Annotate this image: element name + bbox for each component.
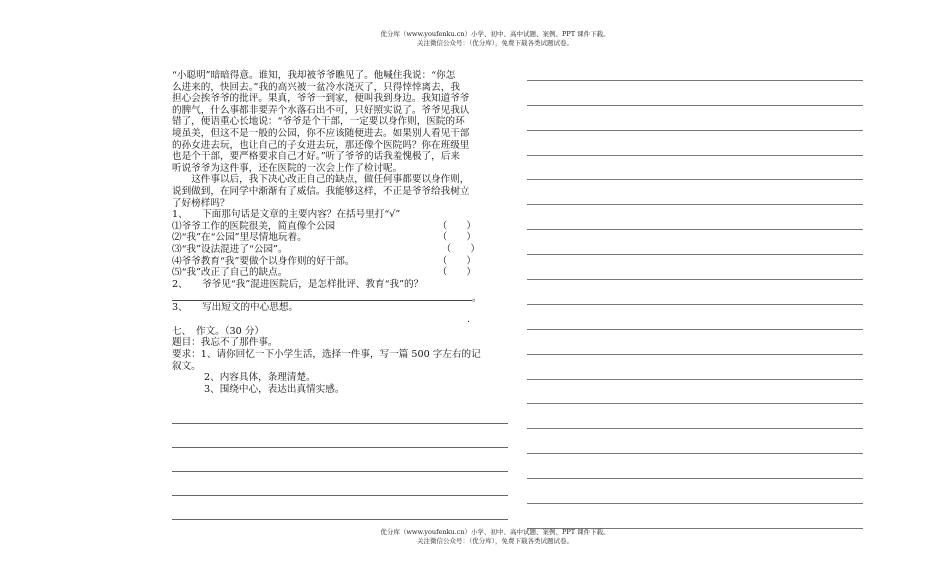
writing-line[interactable] — [527, 305, 863, 330]
option-text: ⑶“我”设法混进了“公园”。 — [172, 243, 288, 255]
writing-line[interactable] — [527, 380, 863, 405]
option-text: ⑸“我”改正了自己的缺点。 — [172, 267, 288, 279]
question-1-option — [172, 221, 512, 233]
question-1-option — [172, 232, 512, 244]
answer-parenthesis[interactable]: （ ） — [437, 232, 476, 244]
writing-line[interactable] — [172, 472, 508, 496]
composition-heading: 七、 作文。（30 分） — [172, 325, 265, 337]
writing-line[interactable] — [527, 330, 863, 355]
answer-parenthesis[interactable]: （ ） — [437, 220, 476, 232]
writing-line[interactable] — [172, 496, 508, 520]
right-writing-area — [527, 56, 863, 529]
left-column — [172, 70, 512, 395]
passage-line: “小聪明”暗暗得意。谁知，我却被爷爷瞧见了。他喊住我说：“你怎 — [172, 70, 456, 81]
question-1-option — [172, 267, 512, 279]
answer-dot: . — [466, 313, 470, 325]
writing-line[interactable] — [527, 230, 863, 255]
option-text: ⑴爷爷工作的医院很美，简直像个公园 — [172, 220, 336, 232]
writing-line[interactable] — [527, 404, 863, 429]
composition-topic: 题目：我忘不了那件事。 — [172, 337, 278, 349]
writing-line[interactable] — [172, 424, 508, 448]
writing-line[interactable] — [527, 180, 863, 205]
passage-line: 么进来的，快回去。”我的高兴被一盆冷水浇灭了，只得悻悻离去，我 — [172, 81, 460, 93]
writing-line[interactable] — [527, 156, 863, 181]
passage-line: 的脾气，什么事都非要弄个水落石出不可，只好照实说了。爷爷见我认 — [172, 104, 470, 116]
writing-line[interactable] — [527, 81, 863, 106]
writing-line[interactable] — [527, 56, 863, 81]
writing-line[interactable] — [527, 106, 863, 131]
passage-line: 说到做到，在同学中渐渐有了威信。我能够这样，不正是爷爷给我树立 — [172, 185, 470, 197]
writing-line[interactable] — [527, 429, 863, 454]
passage-line: 这件事以后，我下决心改正自己的缺点，做任何事都要以身作则， — [191, 174, 470, 186]
answer-period: 。 — [472, 293, 482, 305]
header-line-1: 优分库（www.youfenku.cn）小学、初中、高中试题、案例、PPT 课件下载。 — [380, 30, 610, 38]
question-1-option — [172, 256, 512, 268]
composition-requirement-2: 2、内容具体，条理清楚。 — [204, 372, 316, 384]
passage-line: 境虽美，但这不是一般的公园，你不应该随便进去。如果别人看见干部 — [172, 127, 470, 139]
writing-line[interactable] — [527, 355, 863, 380]
option-text: ⑵“我”在“公园”里尽情地玩着。 — [172, 232, 307, 244]
writing-line[interactable] — [172, 448, 508, 472]
composition-requirement-1-cont: 叙文。 — [172, 360, 201, 372]
passage-line: 了好榜样吗？ — [172, 197, 230, 209]
composition-requirement-3: 3、围绕中心，表达出真情实感。 — [204, 383, 345, 395]
writing-line[interactable] — [527, 205, 863, 230]
writing-line[interactable] — [527, 454, 863, 479]
answer-parenthesis[interactable]: （ ） — [437, 255, 476, 267]
question-2-title: 2、 爷爷见“我”混进医院后，是怎样批评、教育“我”的？ — [172, 278, 424, 290]
writing-line[interactable] — [527, 280, 863, 305]
option-text: ⑷爷爷教育“我”要做个以身作则的好干部。 — [172, 255, 355, 267]
answer-parenthesis[interactable]: （ ） — [437, 267, 476, 279]
composition-writing-lines — [172, 400, 508, 520]
page-footer — [0, 528, 950, 546]
passage-line: 担心会挨爷爷的批评。果真，爷爷一到家，便叫我到身边。我知道爷爷 — [172, 93, 470, 105]
question-2-answer-row — [172, 290, 512, 305]
question-1-title: 1、 下面那句话是文章的主要内容？在括号里打“√” — [172, 209, 401, 221]
footer-line-2: 关注微信公众号：（优分库），免费下载各类试题试卷。 — [417, 537, 573, 545]
page-header — [0, 30, 950, 48]
writing-line[interactable] — [172, 400, 508, 424]
composition-requirement-1: 要求：1、请你回忆一下小学生活，选择一件事，写一篇 500 字左右的记 — [172, 349, 481, 361]
passage-line: 也是个干部，要严格要求自己才好。”听了爷爷的话我羞愧极了，后来 — [172, 151, 460, 163]
question-3-title: 3、 写出短文的中心思想。 — [172, 302, 299, 314]
passage-line: 听说爷爷为这件事，还在医院的一次会上作了检讨呢。 — [172, 162, 403, 174]
writing-line[interactable] — [527, 255, 863, 280]
header-line-2: 关注微信公众号：（优分库），免费下载各类试题试卷。 — [417, 39, 573, 47]
question-1-option — [172, 244, 512, 256]
passage-line: 错了，便语重心长地说：“爷爷是个干部，一定要以身作则，医院的环 — [172, 116, 465, 128]
passage-line: 的孙女进去玩，也让自己的子女进去玩，那还像个医院吗？你在班级里 — [172, 139, 470, 151]
answer-parenthesis[interactable]: （ ） — [441, 243, 480, 255]
writing-line[interactable] — [527, 131, 863, 156]
question-3-answer-row[interactable] — [172, 314, 512, 326]
footer-line-1: 优分库（www.youfenku.cn）小学、初中、高中试题、案例、PPT 课件下载。 — [380, 528, 610, 536]
writing-line[interactable] — [527, 479, 863, 504]
writing-line[interactable] — [527, 504, 863, 529]
question-2-answer-line[interactable] — [172, 290, 472, 301]
